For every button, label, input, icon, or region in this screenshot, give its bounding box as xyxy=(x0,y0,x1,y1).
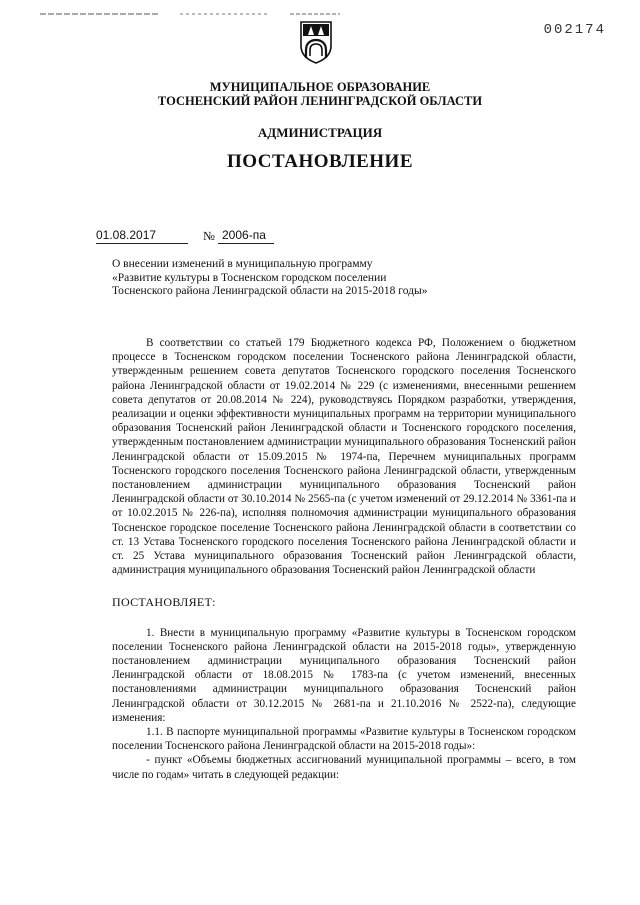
document-subject xyxy=(112,258,512,299)
date-underline xyxy=(96,243,188,244)
org-line-2: ТОСНЕНСКИЙ РАЙОН ЛЕНИНГРАДСКОЙ ОБЛАСТИ xyxy=(157,94,483,108)
number-sign: № xyxy=(203,229,215,243)
org-line-1: МУНИЦИПАЛЬНОЕ ОБРАЗОВАНИЕ xyxy=(209,80,431,94)
subject-line-1: О внесении изменений в муниципальную программу xyxy=(112,258,373,270)
organization-name xyxy=(0,80,640,108)
item-1-1-point-paragraph: - пункт «Объемы бюджетных ассигнований муниципальной программы – всего, в том числе по годам» читать в следующей редакции: xyxy=(112,754,576,781)
decree-word: ПОСТАНОВЛЯЕТ: xyxy=(112,595,216,610)
subject-line-3: Тосненского района Ленинградской области на 2015-2018 годы» xyxy=(112,285,428,298)
document-title: ПОСТАНОВЛЕНИЕ xyxy=(226,151,414,172)
top-dash-line xyxy=(40,12,340,16)
item-1-paragraph: 1. Внести в муниципальную программу «Развитие культуры в Тосненском городском поселении Тосненского района Ленинградской области на 2015-2018 годы», утвержденную постановлением администрации муниципального образования Тосненский район Ленинградской области от 18.08.2015 № 1783-па (с учетом изменений, внесенных постановлениями администрации муниципального образования Тосненский район Ленинградской области от 30.12.2015 № 2681-па и 21.10.2016 № 2522-па), следующие изменения: xyxy=(112,626,576,724)
document-body xyxy=(112,336,576,782)
date-number-row xyxy=(96,228,336,248)
document-reg-number: 2006-па xyxy=(222,228,266,242)
document-number: 002174 xyxy=(543,22,606,38)
coat-of-arms-icon xyxy=(298,20,334,64)
preamble-paragraph: В соответствии со статьей 179 Бюджетного кодекса РФ, Положением о бюджетном процессе в Тосненском городском поселении Тосненского района Ленинградской области, утвержденным решением совета депутатов Тосненского городского поселения Тосненского района Ленинградской области от 19.02.2014 № 229 (с изменениями, внесенными решением совета депутатов от 20.08.2014 № 224), руководствуясь Порядком разработки, утверждения, реализации и оценки эффективности муниципальных программ на территории муниципального образования Тосненский район Ленинградской области и Тосненского городского поселения, утвержденным постановлением администрации муниципального образования Тосненский район Ленинградской области от 15.09.2015 № 1974-па, Перечнем муниципальных программ Тосненского городского поселения Тосненского района Ленинградской области, утвержденным постановлением администрации муниципального образования Тосненский район Ленинградской области от 30.10.2014 № 2565-па (с учетом изменений от 29.12.2014 № 3361-па и от 10.02.2015 № 226-па), исполняя полномочия администрации муниципального образования Тосненское городское поселение Тосненского района Ленинградской области в соответствии со ст. 13 Устава Тосненского городского поселения Тосненского района Ленинградской области и ст. 25 Устава муниципального образования Тосненский район Ленинградской области, администрация муниципального образования Тосненский район Ленинградской области xyxy=(112,337,576,577)
item-1-1-paragraph: 1.1. В паспорте муниципальной программы «Развитие культуры в Тосненском городском поселении Тосненского района Ленинградской области на 2015-2018 годы»: xyxy=(112,726,576,753)
document-date: 01.08.2017 xyxy=(96,228,157,242)
number-underline xyxy=(218,243,274,244)
administration-heading: АДМИНИСТРАЦИЯ xyxy=(257,125,383,140)
subject-line-2: «Развитие культуры в Тосненском городском поселении xyxy=(112,271,387,284)
